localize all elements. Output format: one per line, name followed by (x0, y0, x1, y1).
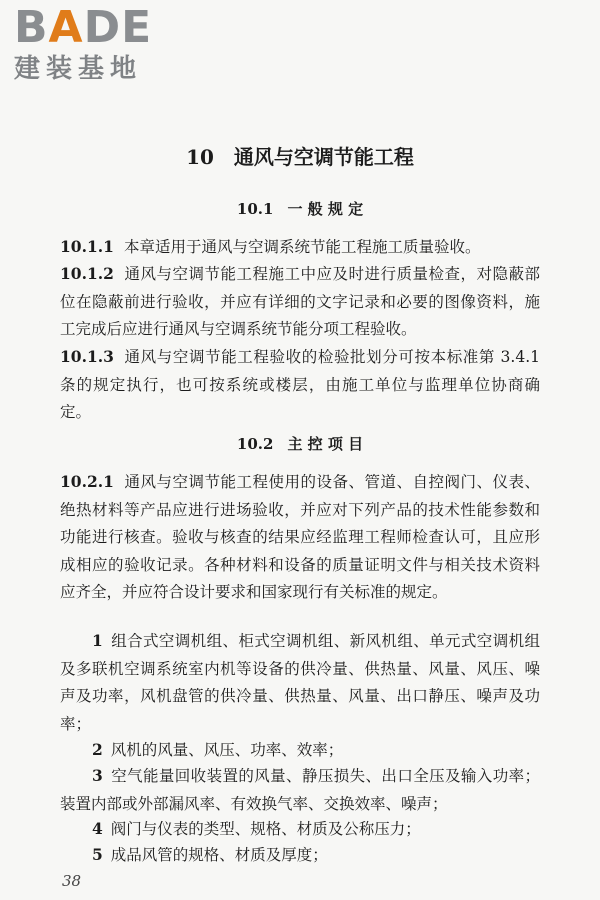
page-number: 38 (62, 872, 82, 890)
item-number: 3 (92, 766, 103, 785)
item-number: 4 (92, 819, 103, 838)
list-item (60, 815, 540, 844)
logo-letter-b: B (14, 2, 49, 53)
clause-text: 通风与空调节能工程使用的设备、管道、自控阀门、仪表、绝热材料等产品应进行进场验收，并应对下列产品的技术性能参数和功能进行核查。验收与核查的结果应经监理工程师检查认可，且应形成相应的验收记录。各种材料和设备的质量证明文件与相关技术资料应齐全，并应符合设计要求和国家现行有关标准的规定。 (60, 473, 540, 602)
chapter-title (0, 142, 600, 172)
clause-text: 本章适用于通风与空调系统节能工程施工质量验收。 (123, 238, 481, 256)
item-text: 阀门与仪表的类型、规格、材质及公称压力； (110, 820, 421, 838)
item-number: 2 (92, 740, 103, 759)
clause-10-1-3 (60, 343, 540, 427)
item-text: 组合式空调机组、柜式空调机组、新风机组、单元式空调机组及多联机空调系统室内机等设备的供冷量、供热量、风量、风压、噪声及功率，风机盘管的供冷量、供热量、风量、出口静压、噪声及功率； (60, 632, 540, 733)
section-name: 主 控 项 目 (287, 435, 364, 453)
section-number: 10.2 (236, 435, 274, 453)
section-title-10-1 (0, 198, 600, 220)
logo-wordmark (14, 4, 184, 52)
logo-subtitle: 建装基地 (14, 54, 143, 84)
list-item (60, 736, 540, 765)
bade-logo (14, 4, 184, 84)
logo-letter-a: A (48, 2, 84, 53)
item-text: 成品风管的规格、材质及厚度； (110, 846, 328, 864)
section-title-10-2 (0, 433, 600, 455)
item-text: 风机的风量、风压、功率、效率； (110, 741, 344, 759)
clause-number: 10.1.1 (60, 237, 114, 256)
item-number: 1 (92, 631, 103, 650)
item-text: 空气能量回收装置的风量、静压损失、出口全压及输入功率；装置内部或外部漏风率、有效换气率、交换效率、噪声； (60, 767, 540, 813)
clause-10-2-1 (60, 468, 540, 607)
clause-number: 10.2.1 (60, 472, 114, 491)
logo-letters-de: DE (83, 2, 153, 53)
list-item (60, 762, 540, 818)
list-item (60, 841, 540, 870)
section-name: 一 般 规 定 (287, 200, 364, 218)
list-item (60, 627, 540, 738)
clause-text: 通风与空调节能工程施工中应及时进行质量检查，对隐蔽部位在隐蔽前进行验收，并应有详细的文字记录和必要的图像资料，施工完成后应进行通风与空调系统节能分项工程验收。 (60, 265, 540, 339)
clause-number: 10.1.3 (60, 347, 114, 366)
item-number: 5 (92, 845, 103, 864)
clause-10-1-2 (60, 260, 540, 344)
chapter-number: 10 (186, 145, 214, 169)
section-number: 10.1 (236, 200, 274, 218)
clause-text: 通风与空调节能工程验收的检验批划分可按本标准第 3.4.1 条的规定执行，也可按系统或楼层，由施工单位与监理单位协商确定。 (60, 348, 540, 422)
clause-number: 10.1.2 (60, 264, 114, 283)
clause-10-1-1 (60, 233, 540, 262)
chapter-name: 通风与空调节能工程 (233, 145, 414, 169)
